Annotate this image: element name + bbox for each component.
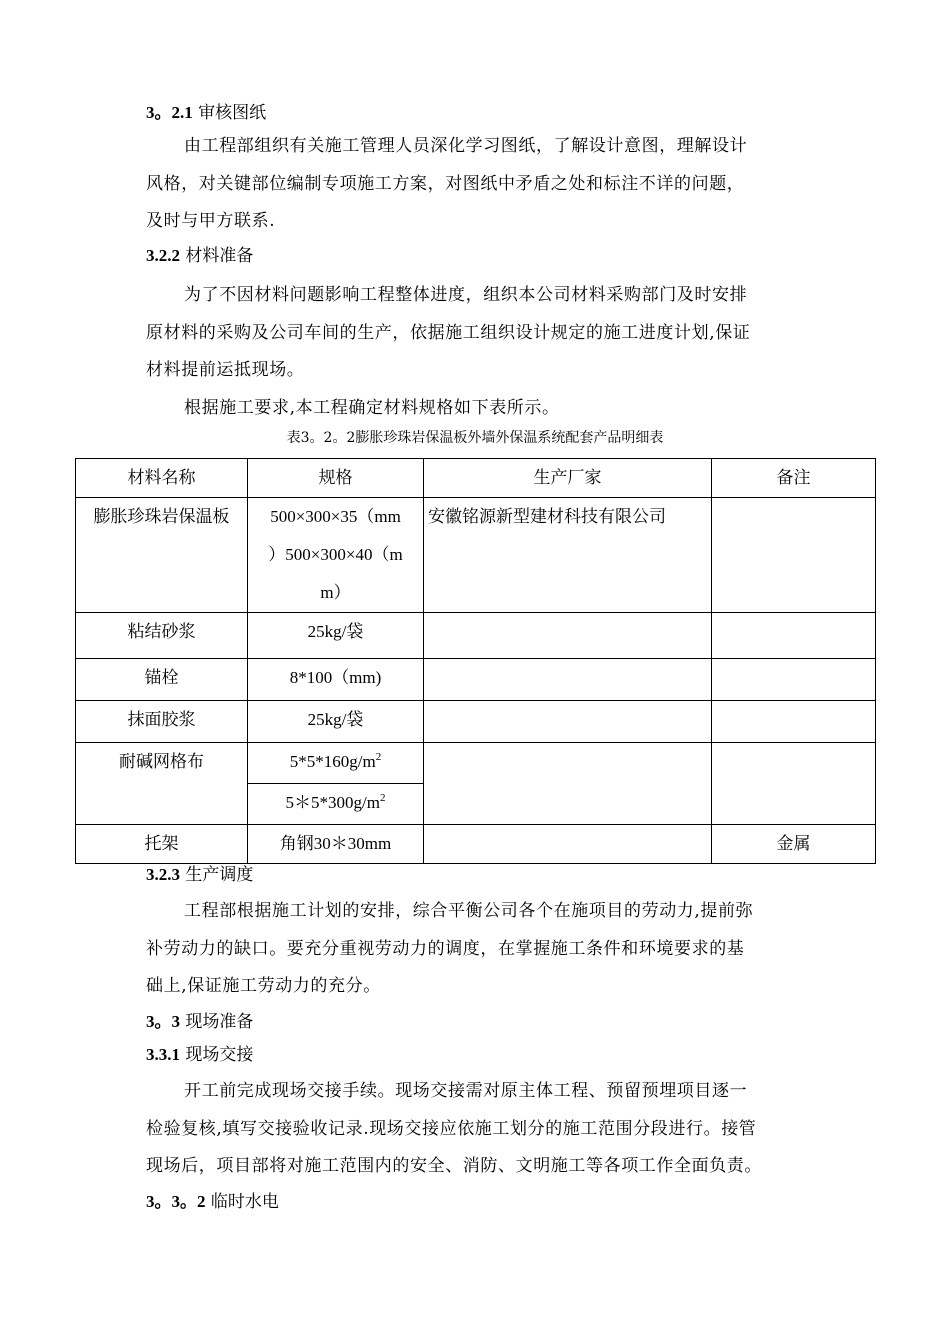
paragraph-line: 由工程部组织有关施工管理人员深化学习图纸，了解设计意图，理解设计 <box>184 136 748 156</box>
section-heading-3-2-3 <box>146 863 253 887</box>
spec-value: 5＊5*300g/m <box>285 793 380 812</box>
paragraph-line: 开工前完成现场交接手续。现场交接需对原主体工程、预留预埋项目逐一 <box>184 1081 748 1101</box>
section-title: 现场准备 <box>185 1012 254 1032</box>
table-row <box>76 613 876 659</box>
cell-manufacturer <box>424 701 712 743</box>
table-row <box>76 498 876 613</box>
cell-manufacturer <box>424 743 712 825</box>
paragraph-line: 工程部根据施工计划的安排，综合平衡公司各个在施项目的劳动力,提前弥 <box>184 901 754 921</box>
section-title: 审核图纸 <box>198 103 267 123</box>
section-title: 生产调度 <box>185 865 254 885</box>
section-title: 材料准备 <box>185 246 254 266</box>
cell-spec <box>248 743 424 784</box>
table-row <box>76 825 876 864</box>
cell-material-name: 托架 <box>76 825 248 864</box>
spec-line: 500×300×35（mm <box>270 507 401 526</box>
cell-material-name: 锚栓 <box>76 659 248 701</box>
section-number: 3.2.2 <box>146 246 180 265</box>
paragraph-line: 根据施工要求,本工程确定材料规格如下表所示。 <box>184 398 560 418</box>
cell-note <box>712 701 876 743</box>
paragraph-line: 补劳动力的缺口。要充分重视劳动力的调度，在掌握施工条件和环境要求的基 <box>146 938 745 959</box>
paragraph-line: 检验复核,填写交接验收记录.现场交接应依施工划分的施工范围分段进行。接管 <box>146 1118 757 1139</box>
paragraph-scheduling <box>146 893 814 1006</box>
cell-material-name: 抹面胶浆 <box>76 701 248 743</box>
table-header-row <box>76 459 876 498</box>
header-spec: 规格 <box>248 459 424 498</box>
cell-spec <box>248 498 424 613</box>
cell-material-name: 耐碱网格布 <box>76 743 248 825</box>
cell-manufacturer: 安徽铭源新型建材科技有限公司 <box>424 498 712 613</box>
cell-material-name: 粘结砂浆 <box>76 613 248 659</box>
cell-manufacturer <box>424 659 712 701</box>
cell-note <box>712 613 876 659</box>
paragraph-line: 原材料的采购及公司车间的生产，依据施工组织设计规定的施工进度计划,保证 <box>146 322 751 343</box>
section-heading-3-2-1 <box>146 101 266 125</box>
section-heading-3-2-2 <box>146 244 253 268</box>
cell-spec: 25kg/袋 <box>248 613 424 659</box>
spec-value: 5*5*160g/m <box>289 752 376 771</box>
section-heading-3-3 <box>146 1010 253 1034</box>
spec-line: m） <box>320 583 351 602</box>
superscript: 2 <box>375 751 382 763</box>
cell-spec <box>248 784 424 825</box>
paragraph-site-handover <box>146 1073 814 1186</box>
section-title: 现场交接 <box>185 1045 254 1065</box>
paragraph-line: 材料提前运抵现场。 <box>146 360 305 381</box>
cell-note <box>712 498 876 613</box>
section-number: 3。3。2 <box>146 1192 206 1211</box>
cell-manufacturer <box>424 613 712 659</box>
paragraph-line: 为了不因材料问题影响工程整体进度，组织本公司材料采购部门及时安排 <box>184 285 748 305</box>
section-heading-3-3-2 <box>146 1190 279 1214</box>
paragraph-line: 风格，对关键部位编制专项施工方案，对图纸中矛盾之处和标注不详的问题， <box>146 173 745 194</box>
section-number: 3。2.1 <box>146 103 193 122</box>
paragraph-line: 现场后，项目部将对施工范围内的安全、消防、文明施工等各项工作全面负责。 <box>146 1156 762 1177</box>
paragraph-review-drawings <box>146 128 814 241</box>
table-row <box>76 743 876 784</box>
section-number: 3.3.1 <box>146 1045 180 1064</box>
cell-spec: 角钢30＊30mm <box>248 825 424 864</box>
section-number: 3.2.3 <box>146 865 180 884</box>
materials-table <box>75 458 876 864</box>
table-row <box>76 701 876 743</box>
header-note: 备注 <box>712 459 876 498</box>
paragraph-material-prep <box>146 277 814 390</box>
header-material-name: 材料名称 <box>76 459 248 498</box>
paragraph-line: 及时与甲方联系. <box>146 211 276 232</box>
paragraph-line: 础上,保证施工劳动力的充分。 <box>146 976 381 997</box>
cell-note: 金属 <box>712 825 876 864</box>
section-heading-3-3-1 <box>146 1043 253 1067</box>
cell-material-name: 膨胀珍珠岩保温板 <box>76 498 248 613</box>
table-row <box>76 659 876 701</box>
section-title: 临时水电 <box>210 1192 279 1212</box>
section-number: 3。3 <box>146 1012 180 1031</box>
superscript: 2 <box>379 792 386 804</box>
cell-note <box>712 743 876 825</box>
header-manufacturer: 生产厂家 <box>424 459 712 498</box>
table-caption: 表3。2。2膨胀珍珠岩保温板外墙外保温系统配套产品明细表 <box>286 430 664 446</box>
cell-note <box>712 659 876 701</box>
spec-line: ）500×300×40（m <box>268 545 403 564</box>
paragraph-spec-intro <box>146 390 814 428</box>
cell-manufacturer <box>424 825 712 864</box>
cell-spec: 8*100（mm) <box>248 659 424 701</box>
cell-spec: 25kg/袋 <box>248 701 424 743</box>
